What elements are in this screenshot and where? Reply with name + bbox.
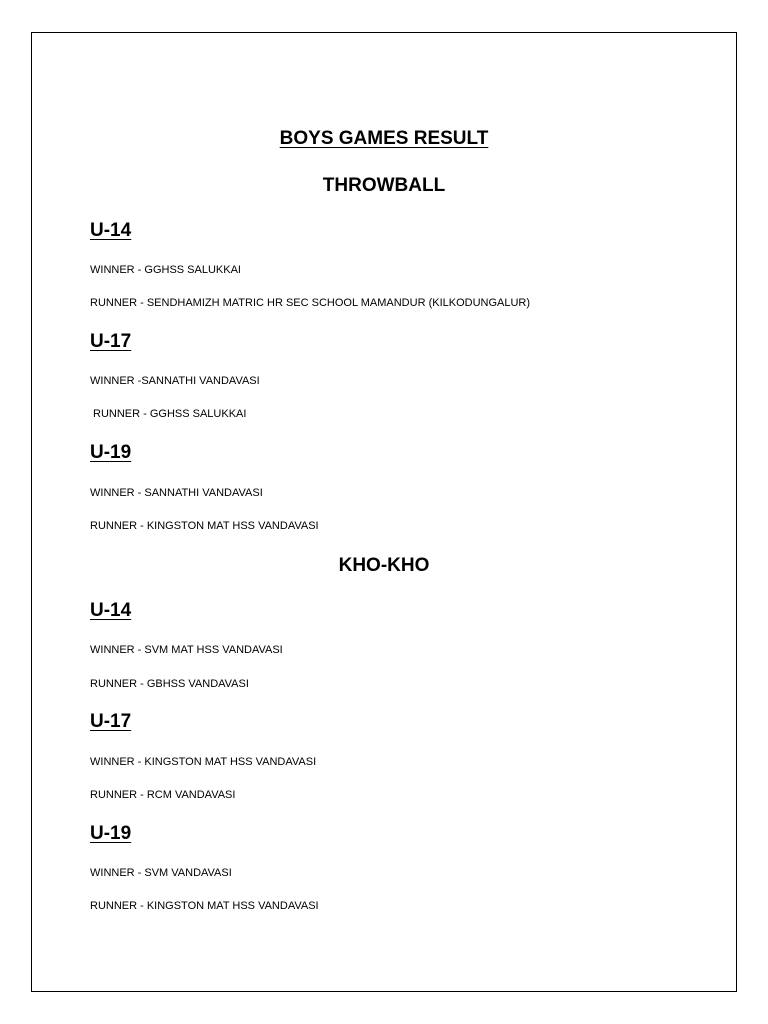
runner-entry: RUNNER - RCM VANDAVASI — [90, 789, 236, 801]
runner-entry: RUNNER - GBHSS VANDAVASI — [90, 678, 249, 690]
runner-entry: RUNNER - KINGSTON MAT HSS VANDAVASI — [90, 900, 319, 912]
winner-entry: WINNER - SVM MAT HSS VANDAVASI — [90, 644, 283, 656]
runner-entry: RUNNER - SENDHAMIZH MATRIC HR SEC SCHOOL MAMANDUR (KILKODUNGALUR) — [90, 297, 531, 309]
section-title-kho-kho: KHO-KHO — [338, 555, 430, 576]
age-group-heading: U-17 — [90, 331, 132, 352]
age-group-heading: U-14 — [90, 600, 132, 621]
document-title: BOYS GAMES RESULT — [279, 128, 489, 149]
winner-entry: WINNER - SANNATHI VANDAVASI — [90, 487, 263, 499]
winner-entry: WINNER - GGHSS SALUKKAI — [90, 264, 241, 276]
winner-entry: WINNER - KINGSTON MAT HSS VANDAVASI — [90, 756, 317, 768]
section-title-throwball: THROWBALL — [322, 175, 446, 196]
age-group-heading: U-14 — [90, 220, 132, 241]
winner-entry: WINNER - SVM VANDAVASI — [90, 867, 232, 879]
winner-entry: WINNER -SANNATHI VANDAVASI — [90, 375, 260, 387]
age-group-heading: U-19 — [90, 442, 132, 463]
runner-entry: RUNNER - GGHSS SALUKKAI — [93, 408, 247, 420]
age-group-heading: U-17 — [90, 711, 132, 732]
age-group-heading: U-19 — [90, 823, 132, 844]
runner-entry: RUNNER - KINGSTON MAT HSS VANDAVASI — [90, 520, 319, 532]
